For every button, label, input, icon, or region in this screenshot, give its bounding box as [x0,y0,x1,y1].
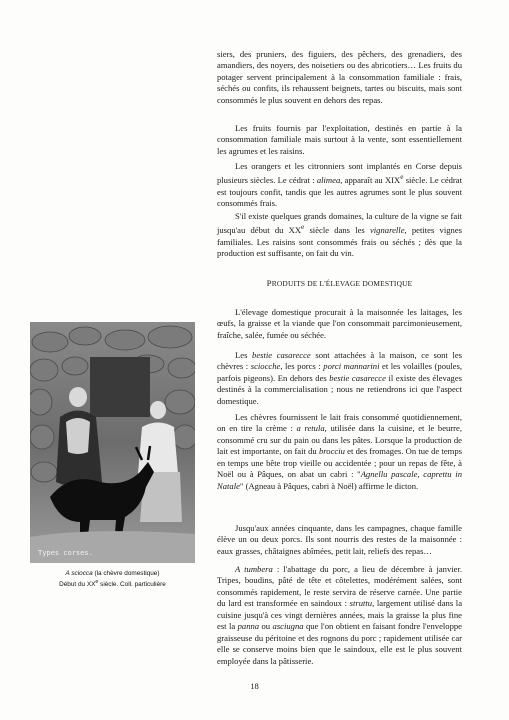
text-p5: L'élevage domestique procurait à la maisonnée les laitages, les œufs, la graisse et la viande que l'on consommait parcimonieusement, fraîche, salée, fumée ou séchée. [217,307,462,340]
text-p1: siers, des pruniers, des figuiers, des pêchers, des grenadiers, des amandiers, des noyers, des noisetiers ou des abricotiers… Les fruits du potager servent principalement à la consommation familiale : frais, séchés ou confits, ils rehaussent beignets, tartes ou biscuits, mais sont consommés le plus souvent en dehors des repas. [217,49,462,105]
paragraph-elevage-intro [217,307,462,341]
text-p6i: il existe des élevages destinés à la commercialisation ; nous ne retiendrons ici que l'aspect domestique. [217,372,463,406]
text-p7a: Les chèvres fournissent le lait frais consommé quotidiennement, on en tire la crème : [217,412,462,434]
photo-illustration [30,322,195,563]
text-p6c: sont attachées à la maison, ce sont les chèvres : [217,350,462,372]
text-p4a: S'il existe quelques grands domaines, la culture de la vigne se fait jusqu'au début du XX [217,211,462,236]
heading-cap: P [266,278,272,288]
paragraph-tumbera [217,564,462,667]
term-porci-mannarini: porci mannarini [323,361,380,372]
photo-caption [30,570,195,590]
sup-p4: e [301,223,305,232]
heading-rest: RODUITS DE L'ÉLEVAGE DOMESTIQUE [271,279,413,288]
paragraph-porcs [217,523,462,557]
photo-goat-women [30,322,195,563]
text-p3c: siècle. Le cédrat est toujours confit, tandis que les autres agrumes sont le plus souvent consommés frais. [217,175,462,209]
caption-line2b: siècle. Coll. particulière [98,581,166,589]
term-sciocche: sciocche [250,361,281,372]
paragraph-agrumes [217,161,462,210]
term-panna: panna [237,621,260,632]
text-p9d: , largement utilisé dans la cuisine jusqu'à ces vingt dernières années, mais la graisse la plus fine est la [217,598,463,632]
text-p4b: siècle dans les [304,225,370,236]
term-dicton: Agnellu pascale, caprettu in Natale [217,469,462,491]
section-heading [217,278,462,288]
caption-line1: (la chèvre domestique) [92,570,160,577]
caption-line2a: Début du XX [59,581,96,589]
text-p6g: et les volailles (poules, parfois pigeons). En dehors des [217,361,462,383]
term-bestie-casarecce-2: bestie casarecce [329,372,386,383]
term-bestie-casarecce: bestie casarecce [252,350,311,360]
text-p7e: et des fromages. On tue de temps en temps une bête trop vieille ou accidentée ; pour un repas de fête, à Noël ou à Pâques, on abat un cabri : " [217,446,462,480]
text-p7c: , utilisée dans la cuisine, et le beurre, consommé cru sur du pain ou dans les pâtes. Lorsque la production de lait est importante, on fait du [217,423,462,457]
text-p8: Jusqu'aux années cinquante, dans les campagnes, chaque famille élève un ou deux porcs. Ils sont nourris des restes de la maisonnée : eaux grasses, châtaignes abîmées, petit lait, reliefs des repas… [217,523,462,556]
text-p4c: , petites vignes familiales. Les raisins sont consommés frais ou séchés ; dès que la production est suffisante, on fait du vin. [217,225,462,259]
term-a-tumbera: A tumbera [235,564,273,574]
text-p7g: " (Agneau à Pâques, cabri à Noël) affirme le dicton. [239,480,419,491]
text-p9b: : l'abattage du porc, a lieu de décembre à janvier. Tripes, boudins, pâté de tête et côtelettes, modérément salées, sont consommés rapidement, le reste servira de réserve carnée. Une partie du lard est transformée en saindoux : [217,564,462,609]
caption-ital: A sciocca [65,570,93,577]
term-vignarelle: vignarelle [369,225,405,236]
term-brocciu: brocciu [318,446,345,457]
page-number: 18 [250,681,259,691]
paragraph-chevres [217,412,462,492]
photo-inner-caption: Types corses. [38,549,93,557]
text-p9f: ou [259,621,273,632]
paragraph-fruits-exploitation [217,123,462,157]
paragraph-vigne [217,211,462,260]
term-asciugna: asciugna [272,621,304,632]
paragraph-fruits-potager [217,49,462,106]
text-p6a: Les [235,350,253,360]
text-p2: Les fruits fournis par l'exploitation, destinés en partie à la consommation familiale mais surtout à la vente, sont essentiellement les agrumes et les raisins. [217,123,462,156]
term-struttu: struttu [349,598,373,609]
text-p3b: , apparaît au XIX [340,175,401,186]
term-alimea: alimea [316,175,341,186]
text-p3a: Les orangers et les citronniers sont implantés en Corse depuis plusieurs siècles. Le cédrat : [217,161,462,186]
caption-sup: e [95,579,99,586]
paragraph-bestie-casarecce [217,350,462,407]
sup-p3: e [400,173,404,182]
text-p9h: que l'on obtient en faisant fondre l'enveloppe graisseuse du péritoine et des rognons du porc ; rapidement utilisée car elle se conserve moins bien que le saindoux, elle est le plus souvent employée dans la pâtisserie. [217,621,462,666]
text-p6e: , les porcs : [280,361,324,372]
term-a-retula: a retula [296,423,325,434]
